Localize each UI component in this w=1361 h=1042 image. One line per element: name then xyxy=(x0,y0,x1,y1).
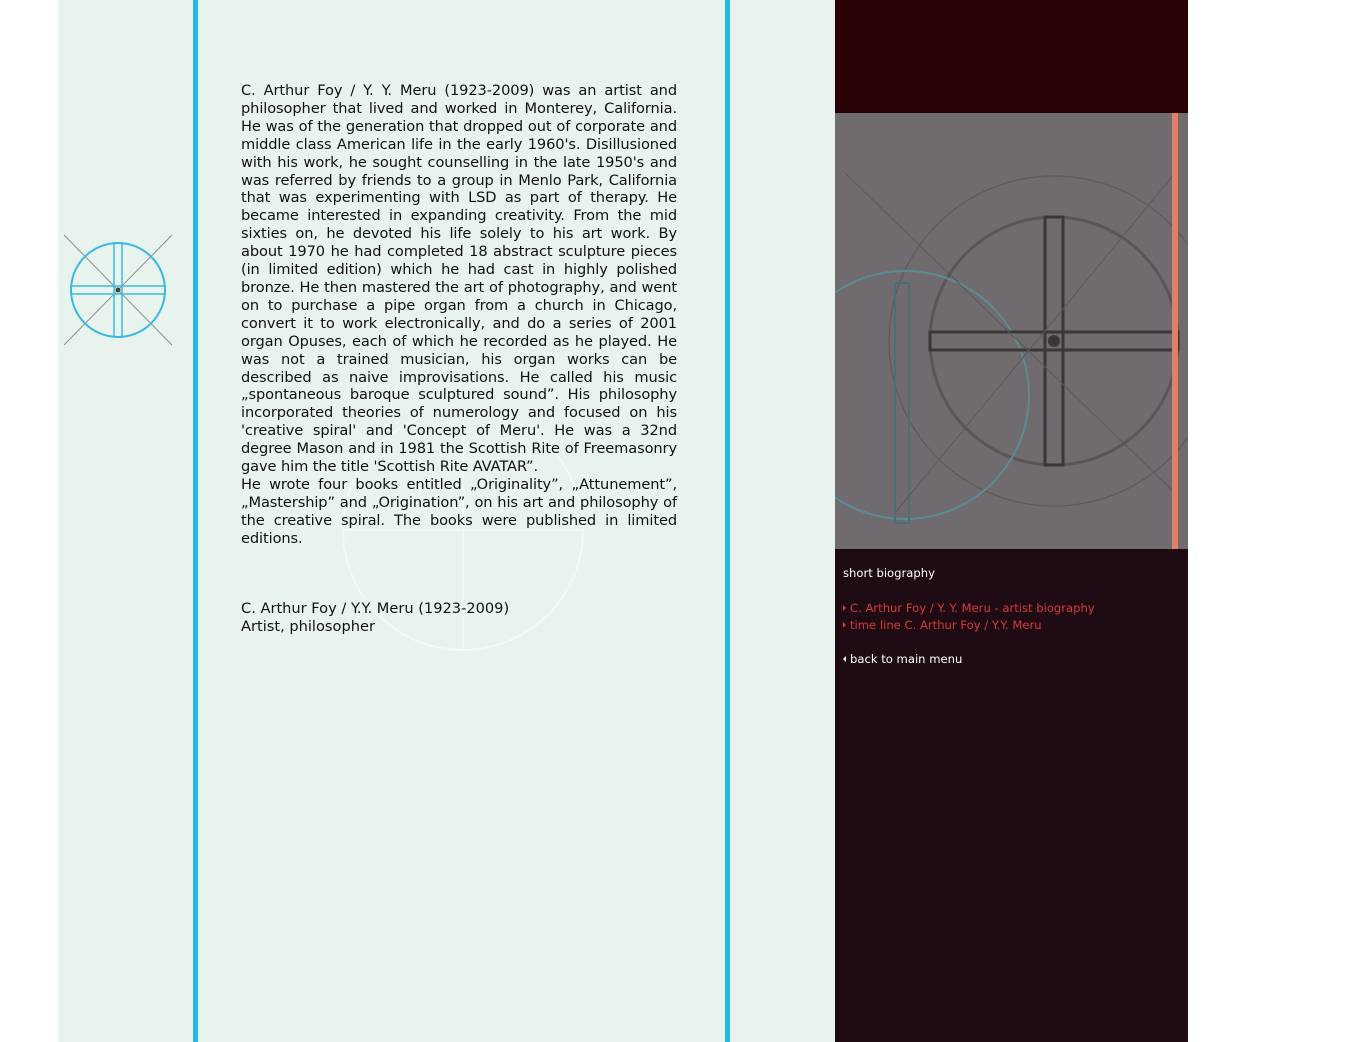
link-artist-biography-label: C. Arthur Foy / Y. Y. Meru - artist biography xyxy=(850,601,1095,615)
paper-background xyxy=(58,0,835,1042)
biography-text xyxy=(241,82,677,548)
back-to-main-menu-label: back to main menu xyxy=(850,652,963,666)
back-to-main-menu-link[interactable] xyxy=(843,652,962,666)
caret-right-icon xyxy=(843,605,846,611)
sidebar-panel xyxy=(835,0,1188,1042)
artist-name: C. Arthur Foy / Y.Y. Meru (1923-2009) xyxy=(241,600,510,617)
photo-accent-bar xyxy=(1172,113,1178,549)
artist-role: Artist, philosopher xyxy=(241,618,375,635)
left-blue-line xyxy=(193,0,198,1042)
sidebar-header-block xyxy=(835,0,1188,113)
right-blue-line xyxy=(725,0,730,1042)
section-title: short biography xyxy=(843,566,935,580)
sculpture-photo-drawing xyxy=(835,113,1188,549)
caret-left-icon xyxy=(843,656,846,662)
caret-right-icon xyxy=(843,622,846,628)
link-time-line[interactable] xyxy=(843,618,1042,632)
link-artist-biography[interactable] xyxy=(843,601,1095,615)
signature-block xyxy=(241,600,509,636)
cross-circle-emblem-icon xyxy=(62,233,174,347)
biography-paragraph-1: C. Arthur Foy / Y. Y. Meru (1923-2009) was an artist and philosopher that lived and worked in Monterey, California. He was of the generation that dropped out of corporate and middle class American life in the early 1960's. Disillusioned with his work, he sought counselling in the late 1950's and was referred by friends to a group in Menlo Park, California that was experimenting with LSD as part of therapy. He became interested in expanding creativity. From the mid sixties on, he devoted his life solely to his art work. By about 1970 he had completed 18 abstract sculpture pieces (in limited edition) which he had cast in highly polished bronze. He then mastered the art of photography, and went on to purchase a pipe organ from a church in Chicago, convert it to work electronically, and do a series of 2001 organ Opuses, each of which he recorded as he played. He was not a trained musician, his organ works can be described as naive improvisations. He called his music „spontaneous baroque sculptured sound”. His philosophy incorporated theories of numerology and focused on his 'creative spiral' and 'Concept of Meru'. He was a 32nd degree Mason and in 1981 the Scottish Rite of Freemasonry gave him the title 'Scottish Rite AVATAR”. xyxy=(241,82,677,476)
sculpture-photo xyxy=(835,113,1188,549)
biography-paragraph-2: He wrote four books entitled „Originality”, „Attunement”, „Mastership” and „Origination”, on his art and philosophy of the creative spiral. The books were published in limited editions. xyxy=(241,475,677,547)
link-time-line-label: time line C. Arthur Foy / Y.Y. Meru xyxy=(850,618,1042,632)
